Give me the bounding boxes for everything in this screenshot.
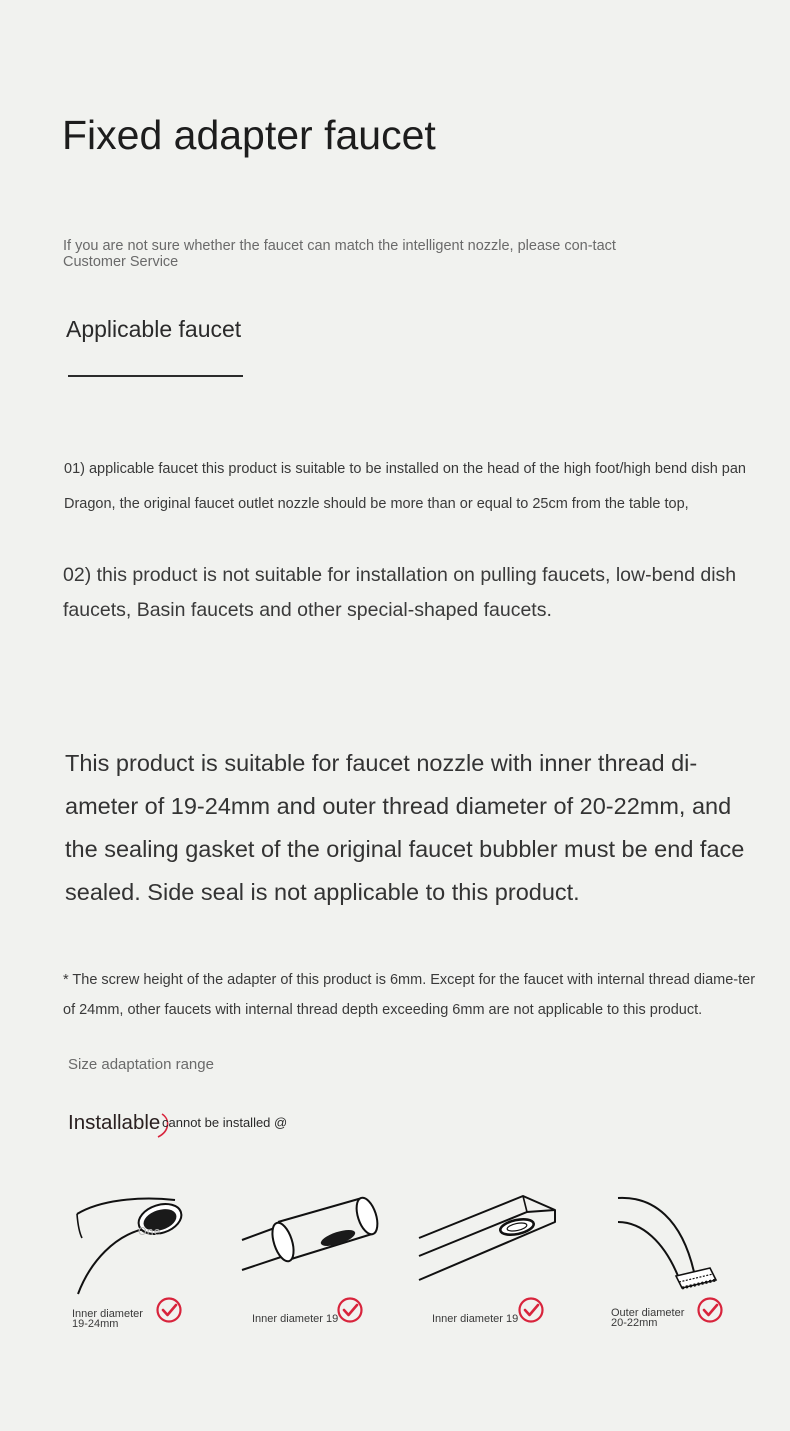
caption-line-1: Outer diameter <box>611 1307 685 1319</box>
cannot-install-label: cannot be installed @ <box>162 1115 288 1130</box>
flat-faucet-icon <box>415 1192 560 1284</box>
faucet-caption <box>72 1309 143 1329</box>
check-icon <box>155 1296 183 1324</box>
caption-line-1: Inner diameter <box>72 1308 143 1320</box>
faucet-logo-text: One <box>138 1225 161 1238</box>
faucet-caption <box>611 1308 684 1328</box>
faucet-caption <box>432 1314 518 1324</box>
applicable-faucet-heading: Applicable faucet <box>66 316 242 342</box>
caption-line-2: 20-22mm <box>611 1317 658 1329</box>
thread-spec-text: This product is suitable for faucet nozzle with inner thread di-ameter of 19-24mm and outer thread diameter of 20-22mm, and the sealing gasket of the original faucet bubbler must be end face sealed. Side seal is not applicable to this product. <box>65 750 745 905</box>
gooseneck-faucet-icon <box>612 1192 722 1292</box>
cylinder-faucet-icon <box>238 1192 383 1282</box>
applicable-point-1: 01) applicable faucet this product is suitable to be installed on the head of the high foot/high bend dish pan Dragon, the original faucet outlet nozzle should be more than or equal to 25cm from the table top, <box>64 461 746 512</box>
applicable-point-2: 02) this product is not suitable for installation on pulling faucets, low-bend dish faucets, Basin faucets and other special-shaped faucets. <box>63 564 737 621</box>
customer-service-note: If you are not sure whether the faucet can match the intelligent nozzle, please con-tact Customer Service <box>63 238 616 270</box>
heading-underline <box>68 375 243 377</box>
check-icon <box>517 1296 545 1324</box>
size-range-label: Size adaptation range <box>68 1056 214 1073</box>
caption-line-1: Inner diameter 19 <box>252 1313 339 1325</box>
caption-line-2: 19-24mm <box>72 1318 119 1330</box>
curved-faucet-icon <box>70 1192 195 1302</box>
check-icon <box>336 1296 364 1324</box>
check-icon <box>696 1296 724 1324</box>
screw-height-footnote: * The screw height of the adapter of this product is 6mm. Except for the faucet with internal thread diame-ter of 24mm, other faucets with internal thread depth exceeding 6mm are not applicable to this product. <box>63 972 756 1018</box>
caption-line-1: Inner diameter 19 <box>432 1313 519 1325</box>
faucet-caption <box>252 1314 338 1324</box>
page-title: Fixed adapter faucet <box>62 112 436 158</box>
installable-label: Installable <box>68 1111 161 1134</box>
